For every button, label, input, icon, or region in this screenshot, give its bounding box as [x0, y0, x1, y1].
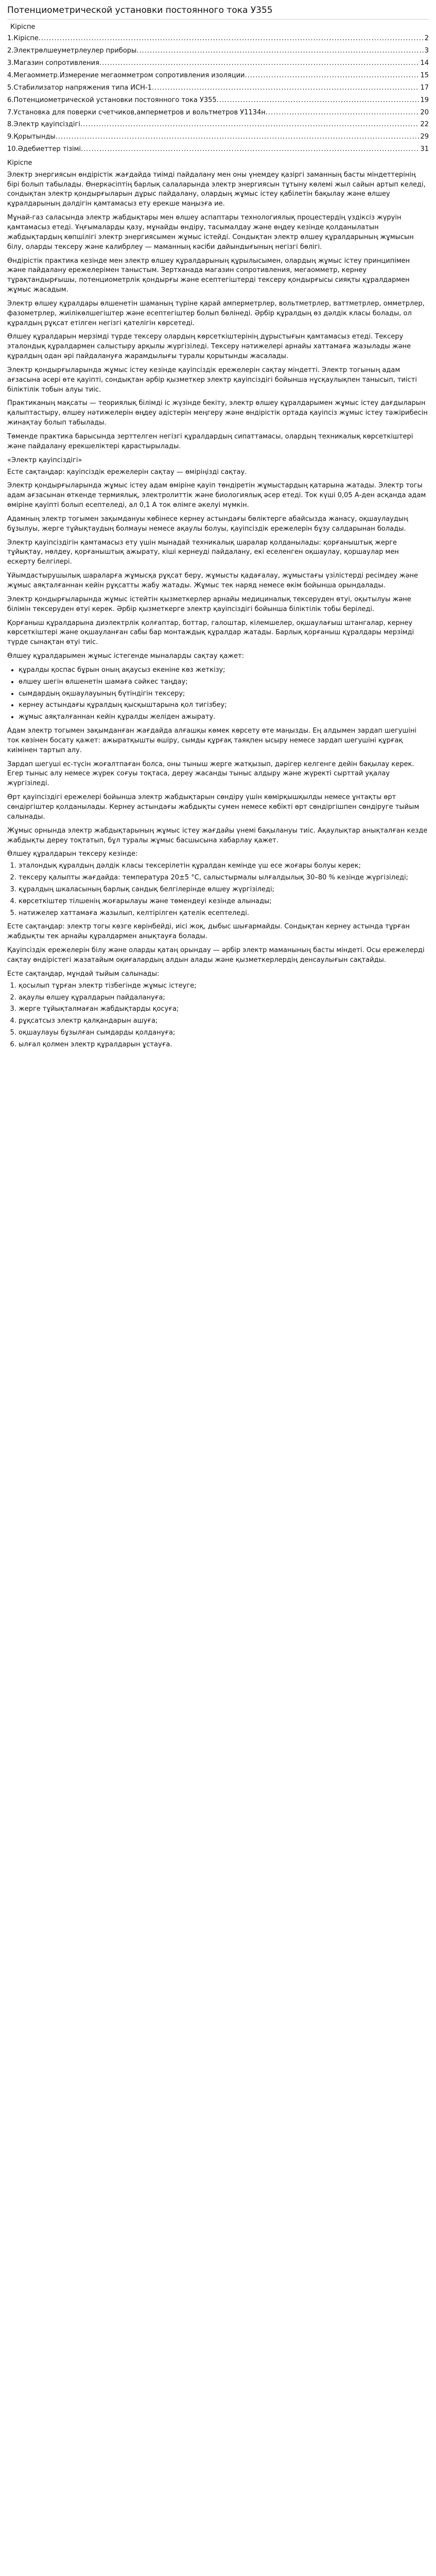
toc-entry[interactable]: [7, 46, 429, 56]
safety-paragraph: Қорғаныш құралдарына диэлектрлік қолғаптар, боттар, галоштар, кілемшелер, оқшаулағыш штангалар, кернеу көрсеткіштері және оқшауланған сабы бар монтаждық құралдар жатады. Барлық қорғаныш құралдары мерзімді түрде сынақтан өтуі тиіс.: [7, 619, 414, 647]
toc-dot-leader: [245, 71, 419, 81]
toc-heading: Кіріспе: [10, 23, 36, 31]
measure-list-item: 2. тексеру қалыпты жағдайда: температура 20±5 °C, салыстырмалы ылғалдылық 30–80 % кезінде жүргізіледі;: [19, 873, 429, 883]
final-list: [7, 981, 429, 1050]
toc-dot-leader: [152, 83, 420, 93]
toc-dot-leader: [80, 120, 420, 130]
safety-paragraph: Өлшеу құралдарымен жұмыс істегенде мыналарды сақтау қажет:: [7, 652, 245, 660]
measure-list-item: 4. көрсеткіштер тілшенің жоғарылауы және төмендеуі кезінде алынады;: [19, 897, 429, 907]
intro-paragraph: Төменде практика барысында зерттелген негізгі құралдардың сипаттамасы, олардың техникалық көрсеткіштері және пайдалану ерекшеліктері қарастырылады.: [7, 433, 413, 450]
intro-paragraph: Электр энергиясын өндірістік жағдайда тиімді пайдалану мен оны үнемдеу қазіргі заманның басты міндеттерінің бірі болып табылады. Өнеркәсіптің барлық салаларында электр энергиясын тұтыну көлемі жыл сайын артып келеді, сондықтан электр қондырғыларын дұрыс пайдалану, олардың жұмыс істеу қабілетін бақылау және өлшеу құралдарының дәлдігін қамтамасыз ету ерекше маңызға ие.: [7, 171, 426, 208]
toc-dot-leader: [39, 34, 424, 44]
toc-entry[interactable]: [7, 71, 429, 81]
safety-paragraph: Электр қондырғыларында жұмыс істеу адам өміріне қауіп төндіретін жұмыстардың қатарына жатады. Электр тогы адам ағзасынан өткенде термиялық, электролиттік және биологиялық әсер етеді. Ток күші 0,05 А-ден асқанда адам өміріне қауіпті болып есептеледі, ал 0,1 А ток өлімге әкелуі мүмкін.: [7, 482, 426, 510]
toc-entry-label: 5.Стабилизатор напряжения типа ИСН-1: [7, 83, 152, 92]
toc-entry[interactable]: [7, 96, 429, 106]
safety-paragraph: Электр қондырғыларында жұмыс істейтін қызметкерлер арнайы медициналық тексеруден өтуі, оқытылуы және білімін тексеруден өтуі керек. Әрбір қызметкерге электр қауіпсіздігі бойынша біліктілік тобы беріледі.: [7, 595, 411, 613]
measure-list: [7, 861, 429, 918]
final-list-item: 6. ылғал қолмен электр құралдарын ұстауға.: [19, 1040, 429, 1050]
closing-paragraph: Есте сақтаңдар: электр тогы көзге көрінбейді, иісі жоқ, дыбыс шығармайды. Сондықтан кернеу астында тұрған жабдықты тек арнайы құралдармен анықтауға болады.: [7, 923, 410, 941]
toc-dot-leader: [217, 96, 420, 106]
final-heading: Есте сақтаңдар, мұндай тыйым салынады:: [7, 970, 160, 978]
safety-paragraph: Адам электр тогымен зақымданған жағдайда алғашқы көмек көрсету өте маңызды. Ең алдымен зардап шегушіні ток көзінен босату қажет: ажыратқышты өшіру, сымды құрғақ таяқпен ысыру немесе зардап шегушіні құрғақ киімінен тартып алу.: [7, 727, 417, 754]
toc-entry-label: 9.Қорытынды: [7, 133, 56, 141]
toc-list: [7, 34, 429, 154]
page-title: Потенциометрической установки постоянного тока У355: [7, 4, 429, 20]
toc-entry-page: 31: [420, 145, 429, 154]
intro-body: [7, 171, 429, 452]
toc-entry-page: 29: [420, 133, 429, 141]
toc-entry[interactable]: [7, 145, 429, 155]
intro-paragraph: Электр өлшеу құралдары өлшенетін шаманың түріне қарай амперметрлер, вольтметрлер, ваттметрлер, омметрлер, фазометрлер, жиілікөлшегіштер және есептегіштер болып бөлінеді. Әрбір құралдың өз дәлдік класы болады, ол құралдың рұқсат етілген негізгі қателігін көрсетеді.: [7, 299, 425, 327]
toc-entry-label: 3.Магазин сопротивления: [7, 59, 99, 67]
intro-paragraph: Өлшеу құралдарын мерзімді түрде тексеру олардың көрсеткіштерінің дұрыстығын қамтамасыз етеді. Тексеру эталондық құралдармен салыстыру арқылы жүргізіледі. Тексеру нәтижелері арнайы хаттамаға жазылады және құралдың одан әрі пайдалануға жарамдылығы туралы қорытынды жасалады.: [7, 333, 411, 361]
closing-paragraph: Қауіпсіздік ережелерін білу және оларды қатаң орындау — әрбір электр маманының басты міндеті. Осы ережелерді сақтау өндірістегі жазатайым оқиғалардың алдын алады және қызметкерлердің денсаулығын сақтайды.: [7, 946, 425, 964]
safety-paragraph: Электр қауіпсіздігін қамтамасыз ету үшін мынадай техникалық шаралар қолданылады: қорғаныштық жерге тұйықтау, нөлдеу, қорғаныштық ажырату, кіші кернеуді пайдалану, екі еселенген оқшаулау, қоршаулар мен ескерту белгілері.: [7, 538, 399, 566]
intro-paragraph: Электр қондырғыларында жұмыс істеу кезінде қауіпсіздік ережелерін сақтау міндетті. Электр тогының адам ағзасына әсері өте қауіпті, сондықтан әрбір қызметкер электр қауіпсіздігі бойынша нұсқаулықпен танысып, тиісті біліктілік тобын алуы тиіс.: [7, 366, 417, 394]
toc-entry-label: 10.Әдебиеттер тізімі: [7, 145, 81, 154]
toc-dot-leader: [266, 108, 420, 118]
closing-body: [7, 922, 429, 965]
safety-paragraph: Ұйымдастырушылық шараларға жұмысқа рұқсат беру, жұмысты қадағалау, жұмыстағы үзілістерді ресімдеу және жұмыс аяқталғаннан кейін рұқсатты жабу жатады. Жұмыс тек наряд немесе өкім бойынша орындалады.: [7, 572, 418, 589]
document-page: [0, 0, 436, 1075]
toc-entry-page: 20: [420, 108, 429, 116]
intro-paragraph: Өндірістік практика кезінде мен электр өлшеу құралдарының құрылысымен, олардың жұмыс істеу принципімен және пайдалану ережелерімен таныстым. Зертханада магазин сопротивления, мегаомметр, кернеу тұрақтандырғышы, потенциометрлік қондырғы және есептегіштерді тексеру қондырғысы сияқты құралдармен жұмыс жасадым.: [7, 257, 410, 294]
toc-entry-label: 7.Установка для поверки счетчиков,амперметров и вольтметров У1134н: [7, 108, 266, 116]
intro-heading: Кіріспе: [7, 159, 32, 167]
table-of-contents: [7, 23, 429, 155]
toc-entry-label: 8.Электр қауіпсіздігі: [7, 121, 80, 129]
toc-entry-page: 17: [420, 83, 429, 92]
safety-list: [7, 666, 429, 722]
measure-list-item: 1. эталондық құралдың дәлдік класы тексерілетін құралдан кемінде үш есе жоғары болуы керек;: [19, 861, 429, 871]
safety-list-item: • сымдардың оқшаулауының бүтіндігін тексеру;: [19, 689, 429, 699]
safety-paragraph: Жұмыс орнында электр жабдықтарының жұмыс істеу жағдайы үнемі бақылануы тиіс. Ақаулықтар анықталған кезде жабдықты дереу тоқтатып, бұл туралы жұмыс басшысына хабарлау қажет.: [7, 826, 428, 844]
toc-entry-page: 19: [420, 96, 429, 104]
toc-entry[interactable]: [7, 120, 429, 130]
toc-entry[interactable]: [7, 59, 429, 69]
toc-entry[interactable]: [7, 83, 429, 93]
toc-entry-page: 22: [420, 121, 429, 129]
toc-entry-label: 4.Мегаомметр.Измерение мегаомметром сопротивления изоляции: [7, 72, 245, 80]
safety-intro: Есте сақтаңдар: қауіпсіздік ережелерін сақтау — өміріңізді сақтау.: [7, 468, 247, 476]
safety-paragraph: Зардап шегуші ес-түсін жоғалтпаған болса, оны тыныш жерге жатқызып, дәрігер келгенге дейін бақылау керек. Егер тыныс алу немесе жүрек соғуы тоқтаса, дереу жасанды тыныс алдыру және жүректі сырттай уқалау жүргізіледі.: [7, 760, 414, 788]
intro-paragraph: Практиканың мақсаты — теориялық білімді іс жүзінде бекіту, электр өлшеу құралдарымен жұмыс істеу дағдыларын қалыптастыру, өлшеу нәтижелерін өңдеу әдістерін меңгеру және өндірістік ортада қауіпсіз жұмыс істеу тәжірибесін жинақтау болып табылады.: [7, 399, 428, 427]
measure-list-item: 5. нәтижелер хаттамаға жазылып, келтірілген қателік есептеледі.: [19, 909, 429, 919]
toc-entry-page: 3: [424, 47, 429, 55]
intro-paragraph: Мұнай-газ саласында электр жабдықтары мен өлшеу аспаптары технологиялық процестердің үздіксіз жүруін қамтамасыз етеді. Ұңғымаларды қазу, мұнайды өндіру, тасымалдау және өңдеу кезінде қолданылатын жабдықтардың көпшілігі электр энергиясымен жұмыс істейді. Сондықтан электр өлшеу құралдарының жұмысын білу, оларды тексеру және калибрлеу — маманның кәсіби дайындығының негізгі бөлігі.: [7, 214, 414, 251]
safety-list-item: • құралды қоспас бұрын оның ақаусыз екеніне көз жеткізу;: [19, 666, 429, 675]
toc-entry-label: 2.Электрөлшеуметрлеулер приборы: [7, 47, 137, 55]
safety-body: [7, 481, 429, 662]
toc-dot-leader: [136, 46, 423, 56]
final-list-item: 4. рұқсатсыз электр қалқандарын ашуға;: [19, 1016, 429, 1026]
measure-list-item: 3. құралдың шкаласының барлық сандық белгілерінде өлшеу жүргізіледі;: [19, 885, 429, 895]
safety-body-2: [7, 726, 429, 845]
safety-list-item: • кернеу астындағы құралдың қысқыштарына қол тигізбеу;: [19, 701, 429, 710]
toc-entry[interactable]: [7, 34, 429, 44]
toc-entry[interactable]: [7, 132, 429, 142]
safety-paragraph: Өрт қауіпсіздігі ережелері бойынша электр жабдықтарын сөндіру үшін көмірқышқылды немесе ұнтақты өрт сөндіргіштер қолданылады. Кернеу астындағы жабдықты сумен немесе көбікті өрт сөндіргішпен сөндіруге тыйым салынады.: [7, 793, 420, 821]
toc-entry-page: 14: [420, 59, 429, 67]
toc-entry-page: 2: [424, 35, 429, 43]
toc-entry[interactable]: [7, 108, 429, 118]
final-list-item: 1. қосылып тұрған электр тізбегінде жұмыс істеуге;: [19, 981, 429, 991]
toc-entry-page: 15: [420, 72, 429, 80]
toc-dot-leader: [81, 145, 419, 155]
toc-entry-label: 6.Потенциометрической установки постоянного тока У355: [7, 96, 217, 104]
toc-dot-leader: [56, 132, 420, 142]
toc-entry-label: 1.Кіріспе: [7, 35, 39, 43]
safety-list-item: • өлшеу шегін өлшенетін шамаға сәйкес таңдау;: [19, 677, 429, 687]
safety-paragraph: Адамның электр тогымен зақымдануы көбінесе кернеу астындағы бөліктерге абайсызда жанасу, оқшаулаудың бұзылуы, жерге тұйықтаудың болмауы немесе ақаулы болуы, қауіпсіздік ережелерін бұзу салдарынан болады.: [7, 515, 408, 533]
final-list-item: 5. оқшаулауы бұзылған сымдарды қолдануға;: [19, 1028, 429, 1038]
toc-dot-leader: [99, 59, 420, 69]
final-list-item: 3. жерге тұйықталмаған жабдықтарды қосуға;: [19, 1005, 429, 1014]
safety-list-item: • жұмыс аяқталғаннан кейін құралды желіден ажырату.: [19, 713, 429, 722]
final-list-item: 2. ақаулы өлшеу құралдарын пайдалануға;: [19, 993, 429, 1003]
safety-heading: «Электр қауіпсіздігі»: [7, 456, 82, 464]
measure-heading: Өлшеу құралдарын тексеру кезінде:: [7, 850, 138, 858]
